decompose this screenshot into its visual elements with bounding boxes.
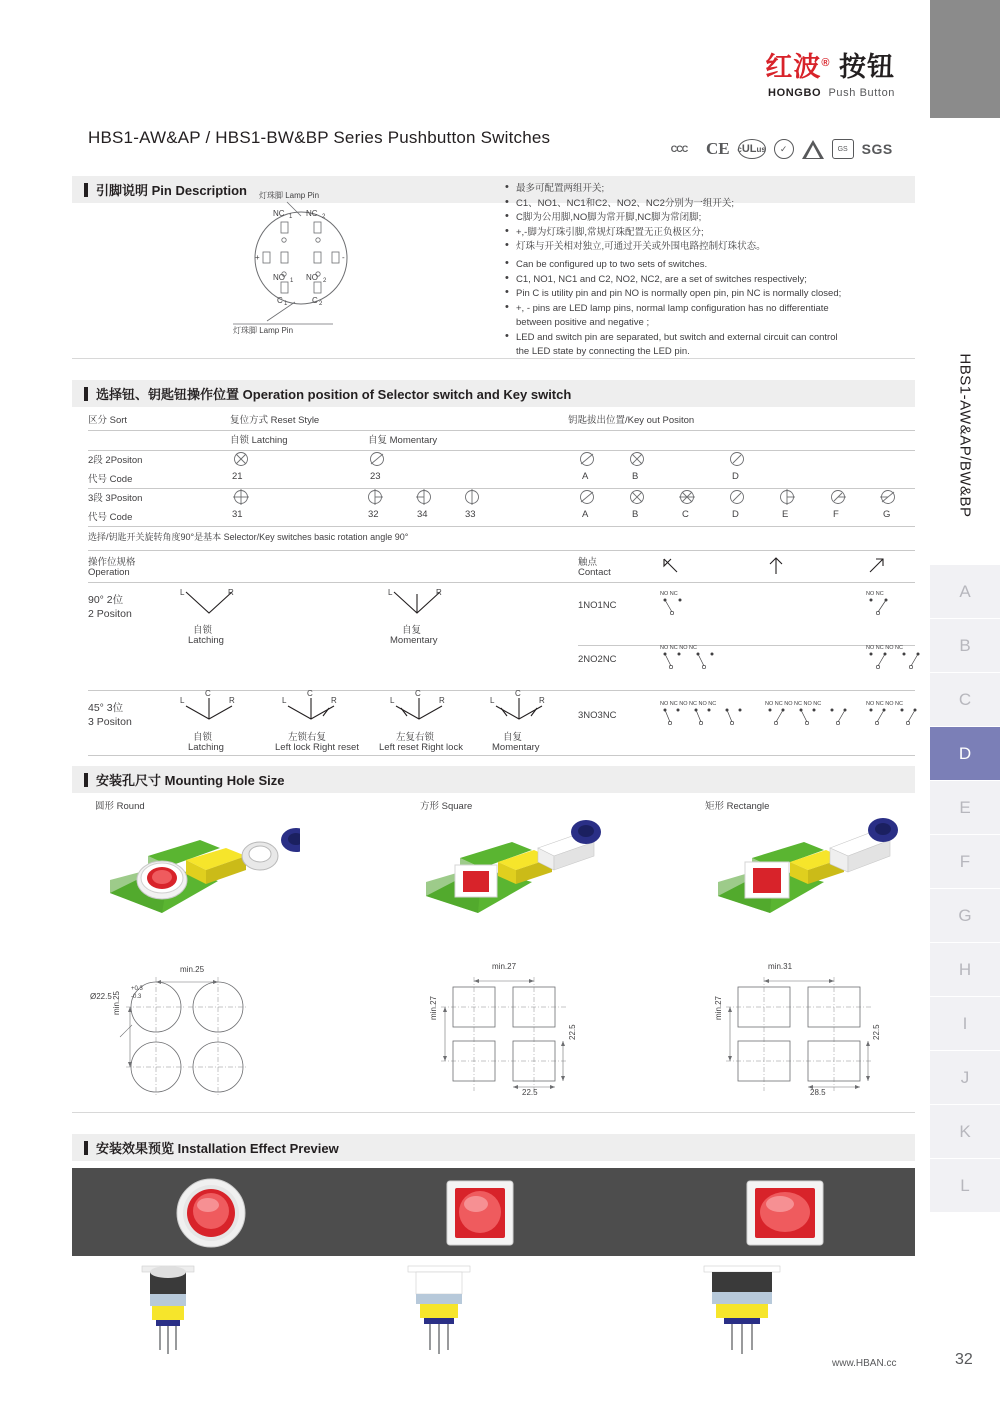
spec-row2-item3-cn: 左复右锁: [396, 732, 435, 743]
label-L-3: L: [180, 696, 185, 705]
spec-row2-item1-cn: 自锁: [193, 732, 213, 743]
preview-rectangle-button: [744, 1178, 826, 1248]
symbol-keyout-d-2pos: [728, 449, 748, 469]
pin-bullet-en-2: • C1, NO1, NC1 and C2, NO2, NC2, are a set of switches respectively;: [505, 273, 920, 287]
mounting-type-rect: 矩形 Rectangle: [705, 801, 770, 812]
svg-text:C: C: [277, 296, 283, 305]
code-34: 34: [417, 509, 428, 520]
table-rule-9: [88, 755, 915, 756]
svg-text:1: 1: [284, 301, 288, 307]
keyout-code-c: C: [682, 509, 689, 520]
certification-marks: [660, 136, 910, 162]
label-C-3: C: [205, 689, 211, 698]
rohs-icon: ✓: [774, 139, 794, 159]
pin-bullet-en-3: • Pin C is utility pin and pin NO is normally open pin, pin NC is normally closed;: [505, 287, 920, 301]
pin-bullets-english: [505, 258, 920, 360]
col-header-sort: 区分 Sort: [88, 415, 128, 426]
keyout-code-d: D: [732, 509, 739, 520]
symbol-momentary-33: [463, 487, 483, 507]
arrow-up-left-icon: [660, 555, 682, 577]
pin-bullet-cn-3: • C脚为公用脚,NO脚为常开脚,NC脚为常闭脚;: [505, 211, 915, 225]
table-rule-2: [88, 450, 915, 451]
pin-bullet-en-5: • LED and switch pin are separated, but switch and external circuit can control: [505, 331, 920, 345]
spec-row1-item2-en: Momentary: [390, 635, 438, 646]
row-label-code-2: 代号 Code: [88, 512, 133, 523]
spec-row1-pos-cn: 90° 2位: [88, 594, 124, 606]
cul-us-icon: c UL us: [738, 139, 766, 159]
keyout-code-b: B: [632, 509, 639, 520]
lamp-pin-label-bottom: 灯珠脚 Lamp Pin: [233, 326, 294, 335]
svg-text:NO NC NO NC NO NC: NO NC NO NC NO NC: [765, 701, 822, 707]
round-hole-dimensions: [118, 975, 278, 1095]
spec-header-en: Operation: [88, 567, 130, 578]
contact-header-en: Contact: [578, 567, 611, 578]
pin-bullet-cn-1: • 最多可配置两组开关;: [505, 182, 915, 196]
square-hole-dimensions: [435, 975, 585, 1095]
svg-text:NO NC NO NC: NO NC NO NC: [866, 645, 903, 651]
logo-chinese: [765, 45, 895, 84]
sub-header-latching: 自锁 Latching: [230, 435, 288, 446]
contact-header-cn: 触点: [578, 557, 598, 568]
label-C-4: C: [307, 689, 313, 698]
rail-letter-l[interactable]: L: [930, 1159, 1000, 1213]
code-21: 21: [232, 471, 243, 482]
svg-text:1: 1: [289, 214, 293, 220]
rail-letter-d[interactable]: D: [930, 727, 1000, 781]
section-operation-cn: 选择钮、钥匙钮操作位置: [96, 387, 240, 402]
logo-cn-word: 按钮: [839, 52, 895, 82]
section-install-cn: 安装效果预览: [96, 1141, 175, 1156]
pin-bullet-en-4: • +, - pins are LED lamp pins, normal lamp configuration has no differentiate: [505, 302, 920, 316]
spec-row2-item2-cn: 左锁右复: [288, 732, 327, 743]
symbol-keyout-a: [578, 487, 598, 507]
col-header-reset: 复位方式 Reset Style: [230, 415, 320, 426]
round-dim-diameter: Ø22.5: [90, 992, 112, 1001]
table-rule-1: [88, 430, 915, 431]
pin-bullet-cn-2: • C1、NO1、NC1和C2、NO2、NC2分别为一组开关;: [505, 197, 915, 211]
label-L-6: L: [490, 696, 495, 705]
pin-bullet-cn-5: • 灯珠与开关相对独立,可通过开关或外围电路控制灯珠状态。: [505, 240, 915, 254]
svg-text:NO NC: NO NC: [866, 591, 884, 597]
table-rule-7: [578, 645, 915, 646]
svg-text:NC: NC: [306, 209, 318, 218]
rail-letter-j[interactable]: J: [930, 1051, 1000, 1105]
label-R-5: R: [439, 696, 445, 705]
preview-round-button: [174, 1176, 248, 1250]
logo-english: [765, 87, 895, 99]
symbol-keyout-b: [628, 487, 648, 507]
svg-text:2: 2: [323, 278, 327, 284]
product-body-square: [390, 1258, 490, 1358]
svg-text:NO NC NO NC: NO NC NO NC: [660, 645, 697, 651]
rail-letter-f[interactable]: F: [930, 835, 1000, 889]
col-header-keyout: 钥匙拔出位置/Key out Positon: [568, 415, 695, 426]
label-R-3: R: [229, 696, 235, 705]
brand-logo: [765, 45, 895, 99]
pin-bullet-en-5-cont: the LED state by connecting the LED pin.: [516, 346, 690, 357]
sub-header-momentary: 自复 Momentary: [368, 435, 438, 446]
svg-text:2: 2: [319, 301, 323, 307]
keyout-code-b-2pos: B: [632, 471, 639, 482]
rail-letter-h[interactable]: H: [930, 943, 1000, 997]
section-accent-bar: [84, 387, 88, 401]
svg-text:2: 2: [322, 214, 326, 220]
section-pin-en: Pin Description: [151, 183, 247, 198]
keyout-code-f: F: [833, 509, 839, 520]
rect-dim-min-v: min.27: [714, 995, 723, 1020]
symbol-keyout-d: [728, 487, 748, 507]
logo-registered-mark: ®: [821, 57, 831, 69]
rail-letter-g[interactable]: G: [930, 889, 1000, 943]
section-header-mounting: [72, 766, 915, 793]
footer-website: www.HBAN.cc: [832, 1358, 897, 1369]
square-exploded-view: [408, 818, 608, 963]
spec-row2-item4-cn: 自复: [503, 732, 523, 743]
round-dim-min-v: min.25: [112, 990, 121, 1015]
contact-symbol-3no3nc-center: [765, 698, 860, 730]
round-exploded-view: [100, 818, 300, 963]
label-R-2: R: [436, 588, 442, 597]
section-mounting-en: Mounting Hole Size: [164, 773, 285, 788]
section-accent-bar: [84, 773, 88, 787]
product-body-round: [120, 1258, 220, 1358]
rectangle-hole-dimensions: [720, 975, 890, 1095]
contact-name-3no3nc: 3NO3NC: [578, 710, 617, 721]
svg-text:C: C: [312, 296, 318, 305]
contact-name-1no1nc: 1NO1NC: [578, 600, 617, 611]
keyout-code-a-2pos: A: [582, 471, 589, 482]
svg-text:NO NC: NO NC: [660, 591, 678, 597]
keyout-code-a: A: [582, 509, 589, 520]
spec-row2-pos-en: 3 Positon: [88, 716, 132, 728]
mounting-type-square: 方形 Square: [420, 801, 473, 812]
table-rule-4: [88, 526, 915, 527]
square-dim-min-v: min.27: [429, 995, 438, 1020]
rect-dim-min-h: min.31: [768, 962, 793, 971]
contact-symbol-3no3nc-left: [660, 698, 755, 730]
spec-row2-item2-en: Left lock Right reset: [275, 742, 359, 753]
pin-bullet-en-1: • Can be configured up to two sets of switches.: [505, 258, 920, 272]
pin-bullet-en-4-cont: between positive and negative ;: [516, 317, 650, 328]
pin-layout-diagram: [215, 190, 390, 340]
mounting-type-round: 圆形 Round: [95, 801, 145, 812]
pin-bullet-cn-4: • +,-脚为灯珠引脚,常规灯珠配置无正负极区分;: [505, 226, 915, 240]
label-L-2: L: [388, 588, 393, 597]
section-mounting-cn: 安装孔尺寸: [96, 773, 162, 788]
rail-letter-b[interactable]: B: [930, 619, 1000, 673]
ccc-icon: CCC: [670, 144, 688, 154]
tuv-triangle-icon: [802, 140, 824, 159]
rail-letter-a[interactable]: A: [930, 565, 1000, 619]
contact-name-2no2nc: 2NO2NC: [578, 654, 617, 665]
rail-letter-k[interactable]: K: [930, 1105, 1000, 1159]
footer-page-number: 32: [955, 1351, 973, 1368]
symbol-keyout-e: [778, 487, 798, 507]
rect-dim-h: 22.5: [872, 1024, 881, 1040]
contact-symbol-1no1nc-right: [866, 588, 910, 620]
round-dim-tol-plus: +0.3: [131, 986, 143, 992]
page-title: HBS1-AW&AP / HBS1-BW&BP Series Pushbutton Switches: [88, 128, 551, 147]
rail-series-title: [930, 300, 1000, 570]
section-pin-cn: 引脚说明: [96, 183, 149, 198]
label-R-4: R: [331, 696, 337, 705]
section-accent-bar: [84, 1141, 88, 1155]
lamp-pin-label-top: 灯珠脚 Lamp Pin: [259, 191, 320, 200]
spec-row1-item1-en: Latching: [188, 635, 224, 646]
svg-text:-: -: [342, 253, 345, 262]
symbol-keyout-f: [829, 487, 849, 507]
logo-en-word: Push Button: [828, 87, 895, 99]
contact-symbol-2no2nc-right: [866, 642, 946, 674]
rail-letter-c[interactable]: C: [930, 673, 1000, 727]
rectangle-exploded-view: [700, 818, 915, 963]
contact-symbol-3no3nc-right: [866, 698, 961, 730]
spec-row1-item2-cn: 自复: [402, 625, 422, 636]
symbol-keyout-b-2pos: [628, 449, 648, 469]
code-31: 31: [232, 509, 243, 520]
section-header-install: [72, 1134, 915, 1161]
rail-top-block: [930, 0, 1000, 118]
section-header-operation: [72, 380, 915, 407]
product-body-rectangle: [690, 1258, 800, 1358]
row-label-3position: 3段 3Positon: [88, 493, 143, 504]
square-dim-h: 22.5: [568, 1024, 577, 1040]
table-rule-5: [88, 550, 915, 551]
svg-text:+: +: [255, 253, 260, 262]
round-dim-tol-minus: -0.3: [131, 994, 142, 1000]
svg-text:NC: NC: [273, 209, 285, 218]
row-label-code-1: 代号 Code: [88, 474, 133, 485]
svg-text:NO NC NO NC NO NC: NO NC NO NC NO NC: [660, 701, 717, 707]
logo-cn-brand: 红波: [765, 52, 822, 82]
rotation-angle-note: 选择/钥匙开关旋转角度90°是基本 Selector/Key switches basic rotation angle 90°: [88, 532, 409, 542]
svg-text:NO: NO: [306, 273, 318, 282]
contact-symbol-1no1nc-left: [660, 588, 704, 620]
code-23: 23: [370, 471, 381, 482]
divider-2: [72, 1112, 915, 1113]
sgs-icon: SGS: [861, 141, 893, 157]
code-33: 33: [465, 509, 476, 520]
label-R-6: R: [539, 696, 545, 705]
spec-row1-item1-cn: 自锁: [193, 625, 213, 636]
section-install-en: Installation Effect Preview: [177, 1141, 339, 1156]
rail-letter-i[interactable]: I: [930, 997, 1000, 1051]
spec-row2-item1-en: Latching: [188, 742, 224, 753]
rail-series-title-text: HBS1-AW&AP/BW&BP: [956, 352, 974, 518]
symbol-keyout-c: [678, 487, 698, 507]
symbol-momentary-34: [415, 487, 435, 507]
arrow-up-icon: [765, 555, 787, 577]
installation-preview-panel: [72, 1168, 915, 1256]
spec-row2-pos-cn: 45° 3位: [88, 702, 124, 714]
svg-text:NO: NO: [273, 273, 285, 282]
svg-text:NO NC NO NC: NO NC NO NC: [866, 701, 903, 707]
pin-bullets-chinese: [505, 182, 915, 255]
rail-letter-e[interactable]: E: [930, 781, 1000, 835]
spec-header-cn: 操作位规格: [88, 557, 136, 568]
label-L-1: L: [180, 588, 185, 597]
spec-row2-item3-en: Left reset Right lock: [379, 742, 463, 753]
ce-icon: CE: [706, 139, 730, 158]
row-label-2position: 2段 2Positon: [88, 455, 143, 466]
svg-text:1: 1: [290, 278, 294, 284]
label-L-5: L: [390, 696, 395, 705]
logo-en-brand: HONGBO: [768, 87, 822, 99]
preview-square-button: [444, 1178, 516, 1248]
table-rule-6: [88, 582, 915, 583]
keyout-code-e: E: [782, 509, 789, 520]
symbol-momentary-32: [366, 487, 386, 507]
symbol-keyout-g: [879, 487, 899, 507]
code-32: 32: [368, 509, 379, 520]
keyout-code-g: G: [883, 509, 891, 520]
round-dim-min-h: min.25: [180, 965, 205, 974]
spec-row1-pos-en: 2 Positon: [88, 608, 132, 620]
symbol-momentary-2pos: [368, 449, 388, 469]
symbol-keyout-a-2pos: [578, 449, 598, 469]
pin-diagram-svg: [215, 190, 390, 340]
label-L-4: L: [282, 696, 287, 705]
contact-symbol-2no2nc-left: [660, 642, 740, 674]
divider-1: [72, 358, 915, 359]
rect-dim-w: 28.5: [810, 1088, 826, 1097]
spec-row2-item4-en: Momentary: [492, 742, 540, 753]
table-rule-8: [88, 690, 915, 691]
symbol-latching-3pos: [232, 487, 252, 507]
square-dim-w: 22.5: [522, 1088, 538, 1097]
square-dim-min-h: min.27: [492, 962, 517, 971]
section-operation-en: Operation position of Selector switch and Key switch: [242, 387, 572, 402]
label-C-5: C: [415, 689, 421, 698]
section-accent-bar: [84, 183, 88, 197]
gs-icon: GS: [832, 139, 854, 159]
label-C-6: C: [515, 689, 521, 698]
keyout-code-d-2pos: D: [732, 471, 739, 482]
label-R-1: R: [228, 588, 234, 597]
arrow-up-right-icon: [866, 555, 888, 577]
symbol-latching-2pos: [232, 449, 252, 469]
